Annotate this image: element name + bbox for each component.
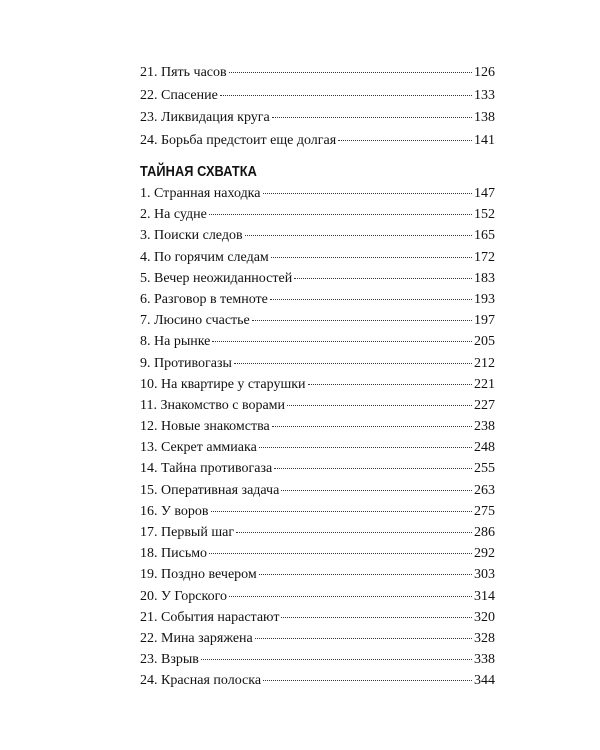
toc-entry-title: 23. Ликвидация круга — [140, 110, 270, 125]
dot-leader — [272, 103, 472, 118]
toc-entry-title: 8. На рынке — [140, 334, 211, 350]
toc-entry — [140, 129, 495, 152]
toc-entry-title: 23. Взрыв — [140, 652, 199, 668]
dot-leader — [212, 327, 472, 342]
dot-leader — [281, 603, 472, 618]
toc-entry-page-number: 221 — [474, 376, 495, 392]
toc-list-part-two — [140, 182, 495, 691]
toc-entry-title: 21. Пять часов — [140, 65, 227, 80]
toc-entry-title: 24. Борьба предстоит еще долгая — [140, 132, 337, 148]
dot-leader — [272, 412, 472, 427]
toc-entry-title: 13. Секрет аммиака — [140, 440, 257, 456]
toc-entry-page-number: 165 — [474, 228, 495, 244]
toc-entry-page-number: 255 — [474, 461, 495, 477]
toc-entry-page-number: 238 — [474, 419, 495, 435]
toc-entry-title: 19. Поздно вечером — [140, 567, 257, 583]
toc-entry-page-number: 344 — [474, 673, 495, 689]
toc-entry-page-number: 152 — [474, 207, 495, 223]
dot-leader — [229, 582, 472, 597]
dot-leader — [245, 221, 472, 236]
dot-leader — [263, 179, 473, 194]
toc-entry-page-number: 147 — [474, 186, 495, 201]
dot-leader — [294, 264, 472, 279]
toc-entry-page-number: 248 — [474, 440, 495, 456]
toc-entry-page-number: 133 — [474, 87, 495, 103]
toc-entry-title: 24. Красная полоска — [140, 673, 262, 689]
toc-entry-page-number: 141 — [474, 132, 495, 148]
dot-leader — [220, 81, 472, 96]
toc-entry-title: 3. Поиски следов — [140, 228, 243, 244]
dot-leader — [263, 666, 472, 681]
toc-entry-page-number: 303 — [474, 567, 495, 583]
toc-entry-page-number: 212 — [474, 355, 495, 371]
toc-entry-page-number: 126 — [474, 65, 495, 80]
dot-leader — [209, 200, 472, 215]
toc-entry-title: 7. Люсино счастье — [140, 313, 250, 329]
dot-leader — [201, 645, 472, 660]
toc-entry-page-number: 328 — [474, 630, 495, 646]
toc-entry-title: 2. На судне — [140, 207, 207, 223]
toc-entry-page-number: 197 — [474, 313, 495, 329]
toc-entry-title: 4. По горячим следам — [140, 249, 269, 265]
toc-entry-page-number: 286 — [474, 525, 495, 540]
dot-leader — [234, 349, 472, 364]
toc-entry — [140, 669, 495, 690]
dot-leader — [270, 285, 472, 300]
toc-entry-page-number: 183 — [474, 270, 495, 286]
dot-leader — [259, 433, 472, 448]
toc-entry-page-number: 205 — [474, 334, 495, 350]
toc-entry-page-number: 172 — [474, 249, 495, 265]
dot-leader — [236, 518, 472, 533]
toc-entry-title: 22. Мина заряжена — [140, 630, 253, 646]
dot-leader — [308, 370, 472, 385]
toc-entry-title: 11. Знакомство с ворами — [140, 397, 286, 413]
toc-entry-title: 6. Разговор в темноте — [140, 291, 268, 307]
toc-entry-title: 1. Странная находка — [140, 186, 261, 201]
toc-entry-page-number: 193 — [474, 291, 495, 307]
dot-leader — [252, 306, 472, 321]
toc-list-part-one — [140, 61, 495, 151]
toc-entry-page-number: 138 — [474, 110, 495, 125]
toc-entry-title: 16. У воров — [140, 503, 209, 519]
toc-entry-title: 12. Новые знакомства — [140, 419, 270, 435]
dot-leader — [211, 497, 472, 512]
toc-entry-page-number: 320 — [474, 609, 495, 625]
dot-leader — [281, 476, 472, 491]
toc-entry-title: 20. У Горского — [140, 588, 227, 604]
toc-entry-page-number: 275 — [474, 503, 495, 519]
dot-leader — [271, 243, 472, 258]
dot-leader — [274, 454, 472, 469]
dot-leader — [338, 126, 472, 141]
toc-entry-title: 21. События нарастают — [140, 609, 280, 625]
toc-entry-page-number: 227 — [474, 397, 495, 413]
toc-entry-title: 22. Спасение — [140, 87, 218, 103]
toc-entry-title: 15. Оперативная задача — [140, 482, 280, 498]
dot-leader — [287, 391, 472, 406]
toc-entry-title: 17. Первый шаг — [140, 525, 235, 540]
dot-leader — [259, 560, 472, 575]
toc-entry-page-number: 263 — [474, 482, 495, 498]
toc-entry-page-number: 338 — [474, 652, 495, 668]
dot-leader — [255, 624, 472, 639]
toc-entry-title: 14. Тайна противогаза — [140, 461, 273, 477]
dot-leader — [229, 58, 472, 73]
toc-entry-title: 5. Вечер неожиданностей — [140, 270, 293, 286]
toc-entry-page-number: 314 — [474, 588, 495, 604]
toc-entry-title: 9. Противогазы — [140, 355, 232, 371]
toc-entry-page-number: 292 — [474, 546, 495, 562]
toc-entry-title: 18. Письмо — [140, 546, 208, 562]
dot-leader — [209, 539, 472, 554]
section-heading: ТАЙНАЯ СХВАТКА — [140, 164, 257, 180]
toc-entry-title: 10. На квартире у старушки — [140, 376, 306, 392]
